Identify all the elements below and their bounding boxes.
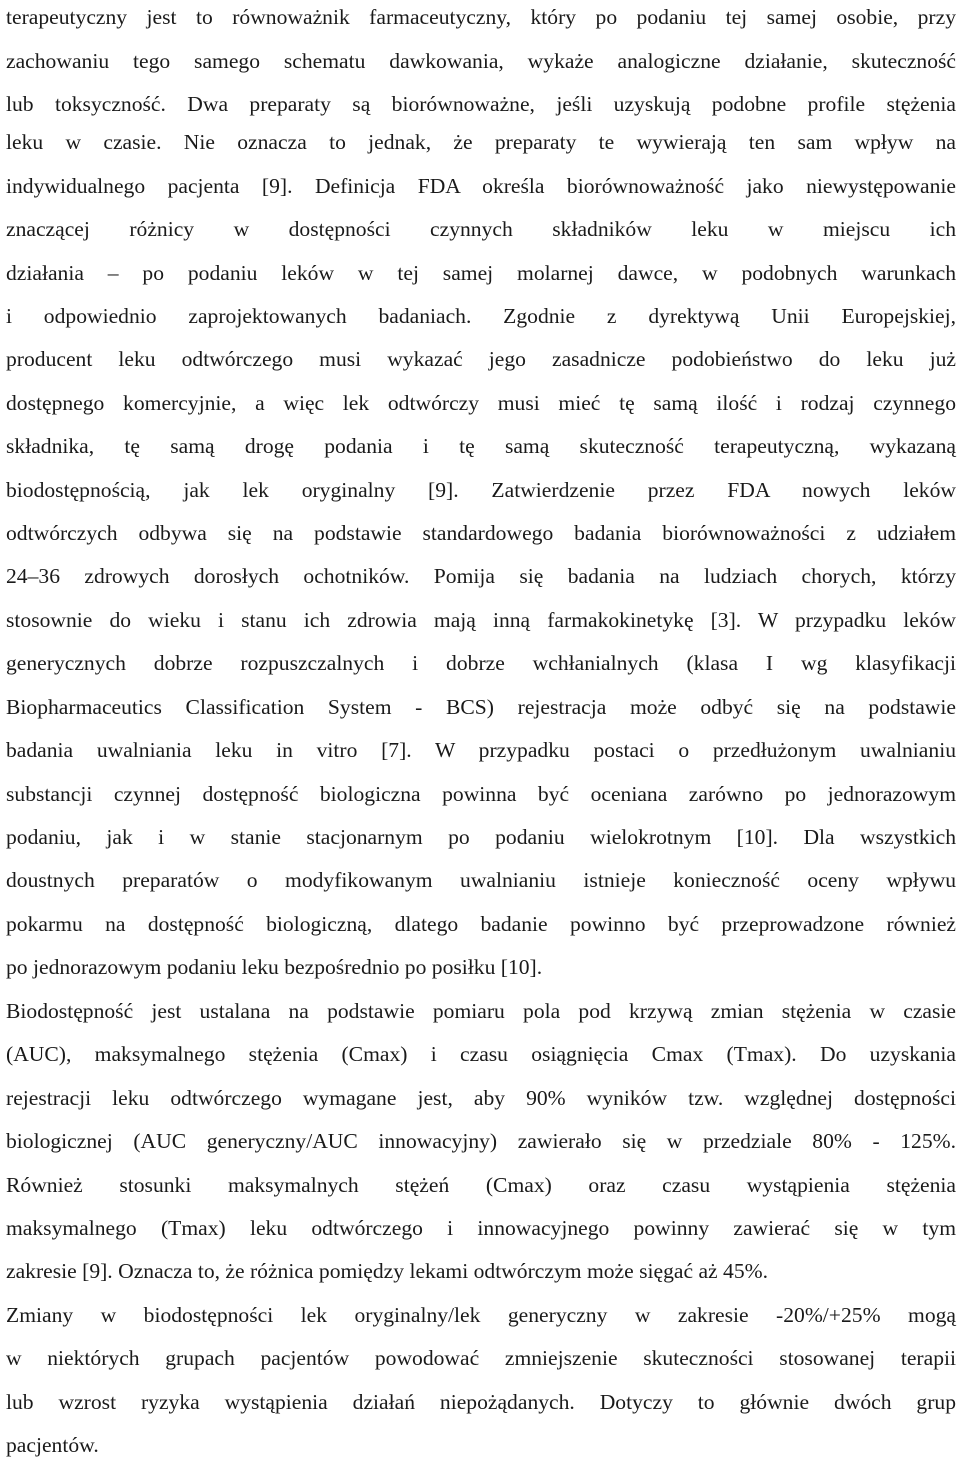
text-line: biologicznej (AUC generyczny/AUC innowacyjny) zawierało się w przedziale 80% - 125%.: [6, 1129, 956, 1153]
text-line: zachowaniu tego samego schematu dawkowania, wykaże analogiczne działanie, skuteczność: [6, 49, 956, 73]
text-line: lub toksyczność. Dwa preparaty są biorównoważne, jeśli uzyskują podobne profile stężenia: [6, 92, 956, 116]
text-line: lub wzrost ryzyka wystąpienia działań niepożądanych. Dotyczy to głównie dwóch grup: [6, 1390, 956, 1414]
text-line: Biodostępność jest ustalana na podstawie pomiaru pola pod krzywą zmian stężenia w czasie: [6, 999, 956, 1023]
text-line: składnika, tę samą drogę podania i tę samą skuteczność terapeutyczną, wykazaną: [6, 434, 956, 458]
text-line: biodostępnością, jak lek oryginalny [9]. Zatwierdzenie przez FDA nowych leków: [6, 478, 956, 502]
text-line: pokarmu na dostępność biologiczną, dlatego badanie powinno być przeprowadzone również: [6, 912, 956, 936]
text-line: terapeutyczny jest to równoważnik farmaceutyczny, który po podaniu tej samej osobie, przy: [6, 5, 956, 29]
text-line: 24–36 zdrowych dorosłych ochotników. Pomija się badania na ludziach chorych, którzy: [6, 564, 956, 588]
text-line: odtwórczych odbywa się na podstawie standardowego badania biorównoważności z udziałem: [6, 521, 956, 545]
text-line: substancji czynnej dostępność biologiczna powinna być oceniana zarówno po jednorazowym: [6, 782, 956, 806]
text-line: indywidualnego pacjenta [9]. Definicja FDA określa biorównoważność jako niewystępowanie: [6, 174, 956, 198]
text-line: generycznych dobrze rozpuszczalnych i dobrze wchłanialnych (klasa I wg klasyfikacji: [6, 651, 956, 675]
text-line: Również stosunki maksymalnych stężeń (Cmax) oraz czasu wystąpienia stężenia: [6, 1173, 956, 1197]
text-line: maksymalnego (Tmax) leku odtwórczego i innowacyjnego powinny zawierać się w tym: [6, 1216, 956, 1240]
text-line: po jednorazowym podaniu leku bezpośrednio po posiłku [10].: [6, 955, 543, 979]
text-line: badania uwalniania leku in vitro [7]. W przypadku postaci o przedłużonym uwalnianiu: [6, 738, 956, 762]
text-line: dostępnego komercyjnie, a więc lek odtwórczy musi mieć tę samą ilość i rodzaj czynnego: [6, 391, 956, 415]
text-line: leku w czasie. Nie oznacza to jednak, że preparaty te wywierają ten sam wpływ na: [6, 130, 956, 154]
text-line: rejestracji leku odtwórczego wymagane jest, aby 90% wyników tzw. względnej dostępności: [6, 1086, 956, 1110]
text-line: w niektórych grupach pacjentów powodować zmniejszenie skuteczności stosowanej terapii: [6, 1346, 956, 1370]
text-line: stosownie do wieku i stanu ich zdrowia mają inną farmakokinetykę [3]. W przypadku leków: [6, 608, 956, 632]
text-line: (AUC), maksymalnego stężenia (Cmax) i czasu osiągnięcia Cmax (Tmax). Do uzyskania: [6, 1042, 956, 1066]
text-line: zakresie [9]. Oznacza to, że różnica pomiędzy lekami odtwórczym może sięgać aż 45%.: [6, 1259, 769, 1283]
text-line: doustnych preparatów o modyfikowanym uwalnianiu istnieje konieczność oceny wpływu: [6, 868, 956, 892]
text-line: podaniu, jak i w stanie stacjonarnym po podaniu wielokrotnym [10]. Dla wszystkich: [6, 825, 956, 849]
text-line: znaczącej różnicy w dostępności czynnych składników leku w miejscu ich: [6, 217, 956, 241]
text-line: działania – po podaniu leków w tej samej molarnej dawce, w podobnych warunkach: [6, 261, 956, 285]
text-line: Zmiany w biodostępności lek oryginalny/lek generyczny w zakresie -20%/+25% mogą: [6, 1303, 956, 1327]
text-line: producent leku odtwórczego musi wykazać jego zasadnicze podobieństwo do leku już: [6, 347, 956, 371]
text-line: Biopharmaceutics Classification System - BCS) rejestracja może odbyć się na podstawie: [6, 695, 956, 719]
text-line: i odpowiednio zaprojektowanych badaniach. Zgodnie z dyrektywą Unii Europejskiej,: [6, 304, 956, 328]
text-line: pacjentów.: [6, 1433, 99, 1457]
